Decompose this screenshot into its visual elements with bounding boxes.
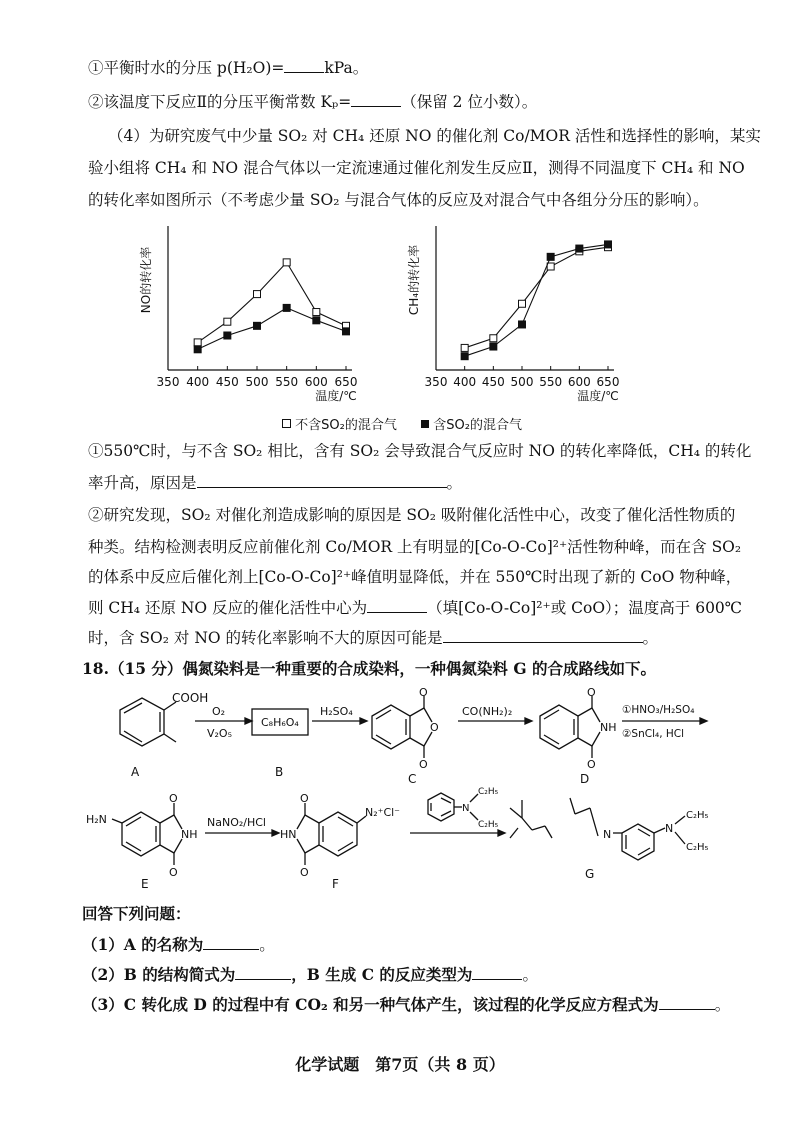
ethyl-label: C₂H₅ — [478, 787, 499, 797]
o-atom: O — [300, 866, 309, 879]
open-square-point — [224, 318, 231, 325]
diazotization-reagent: NaNO₂/HCl — [207, 816, 266, 829]
q4-text-2: 率升高，原因是 。 — [88, 474, 463, 492]
x-tick-label: 550 — [539, 375, 563, 389]
x-tick-label: 550 — [275, 375, 299, 389]
filled-square-point — [490, 343, 497, 350]
label-a: A — [131, 765, 140, 779]
v2o5-reagent: V₂O₅ — [207, 727, 233, 740]
diazonium-label: N₂⁺Cl⁻ — [365, 806, 400, 819]
n-atom: N — [603, 828, 612, 841]
n-atom: N — [462, 803, 470, 814]
open-square-point — [283, 259, 290, 266]
x-axis-label: 温度/℃ — [315, 389, 357, 403]
x-tick-label: 500 — [510, 375, 534, 389]
y-axis-label: CH₄的转化率 — [407, 244, 421, 316]
compound-f — [280, 792, 400, 891]
ch4-conversion-chart — [406, 226, 619, 403]
o-atom: O — [430, 721, 439, 734]
o-atom: O — [169, 792, 178, 805]
filled-square-point — [313, 317, 320, 324]
x-tick-label: 350 — [156, 375, 180, 389]
filled-square-point — [519, 321, 526, 328]
conversion-charts — [0, 222, 800, 432]
o-atom: O — [587, 758, 596, 771]
open-square-point — [313, 309, 320, 316]
filled-square-icon — [421, 420, 429, 428]
q4-text-3: ②研究发现，SO₂ 对催化剂造成影响的原因是 SO₂ 吸附催化活性中心，改变了催化活性物质的 — [88, 506, 736, 524]
label-d: D — [580, 772, 590, 786]
h2n-label: H₂N — [86, 813, 107, 826]
compound-c — [372, 688, 439, 786]
answer-blank[interactable] — [203, 935, 259, 950]
ethyl-label: C₂H₅ — [686, 842, 709, 853]
x-tick-label: 350 — [424, 375, 448, 389]
filled-square-point — [194, 346, 201, 353]
open-square-point — [254, 291, 261, 298]
cooh-label: COOH — [172, 691, 209, 705]
open-square-point — [490, 335, 497, 342]
open-square-point — [519, 300, 526, 307]
x-tick-label: 400 — [453, 375, 477, 389]
n-atom: N — [665, 822, 674, 835]
compound-a — [120, 691, 208, 779]
ethyl-label: C₂H₅ — [686, 810, 709, 821]
label-b: B — [275, 765, 284, 779]
q4-text-5: 的体系中反应后催化剂上[Co-O-Co]²⁺峰值明显降低，并在 550℃时出现了新的 CoO 物种峰， — [88, 568, 742, 586]
answers-intro: 回答下列问题： — [82, 904, 191, 923]
x-tick-label: 450 — [215, 375, 239, 389]
text-line-5: 的转化率如图所示（不考虑少量 SO₂ 与混合气体的反应及对混合气中各组分分压的影响）。 — [88, 191, 709, 209]
urea-reagent: CO(NH₂)₂ — [462, 705, 513, 718]
compound-d — [540, 688, 617, 786]
o-atom: O — [419, 758, 428, 771]
filled-square-point — [283, 304, 290, 311]
answer-blank[interactable] — [351, 92, 401, 107]
o2-reagent: O₂ — [212, 705, 226, 718]
answer-blank[interactable] — [284, 58, 324, 73]
text-line-3: （4）为研究废气中少量 SO₂ 对 CH₄ 还原 NO 的催化剂 Co/MOR 活性和选择性的影响，某实 — [108, 127, 761, 145]
h2so4-reagent: H₂SO₄ — [320, 705, 353, 718]
question-3: （3）C 转化成 D 的过程中有 CO₂ 和另一种气体产生，该过程的化学反应方程式为 。 — [82, 995, 731, 1014]
x-tick-label: 400 — [186, 375, 210, 389]
hn-label: HN — [280, 828, 297, 841]
filled-square-point — [605, 241, 612, 248]
nh-label: NH — [181, 828, 198, 841]
q4-text-1: ①550℃时，与不含 SO₂ 相比，含有 SO₂ 会导致混合气反应时 NO 的转化率降低，CH₄ 的转化 — [88, 442, 752, 460]
label-e: E — [141, 877, 149, 891]
x-tick-label: 600 — [567, 375, 591, 389]
question-1: （1）A 的名称为 。 — [82, 935, 275, 954]
series-line — [198, 262, 346, 342]
q4-text-7: 时，含 SO₂ 对 NO 的转化率影响不大的原因可能是 。 — [88, 629, 659, 647]
text-line-4: 验小组将 CH₄ 和 NO 混合气体以一定流速通过催化剂发生反应Ⅱ，测得不同温度下 CH₄ 和 NO — [88, 159, 745, 177]
filled-square-point — [224, 332, 231, 339]
answer-blank[interactable] — [443, 628, 643, 643]
o-atom: O — [587, 688, 596, 699]
nh-label: NH — [600, 721, 617, 734]
legend-filled-label: 含SO₂的混合气 — [433, 418, 522, 433]
q4-text-4: 种类。结构检测表明反应前催化剂 Co/MOR 上有明显的[Co-O-Co]²⁺活性物种峰，而在含 SO₂ — [88, 538, 742, 556]
label-g: G — [585, 867, 595, 881]
filled-square-point — [576, 245, 583, 252]
nitration-reagent: ①HNO₃/H₂SO₄ — [622, 704, 695, 716]
question-2: （2）B 的结构简式为 ，B 生成 C 的反应类型为 。 — [82, 965, 538, 984]
compound-e — [86, 792, 198, 891]
q18-title: 18.（15 分）偶氮染料是一种重要的合成染料，一种偶氮染料 G 的合成路线如下。 — [82, 659, 656, 678]
filled-square-point — [547, 253, 554, 260]
ethyl-label: C₂H₅ — [478, 820, 499, 830]
answer-blank[interactable] — [659, 995, 715, 1010]
filled-square-point — [254, 322, 261, 329]
legend-open-label: 不含SO₂的混合气 — [295, 418, 397, 433]
series-line — [198, 308, 346, 349]
o-atom: O — [300, 792, 309, 805]
open-square-icon — [282, 419, 291, 428]
x-tick-label: 600 — [304, 375, 328, 389]
open-square-point — [547, 263, 554, 270]
y-axis-label: NO的转化率 — [139, 246, 153, 314]
filled-square-point — [343, 328, 350, 335]
text-line-1: ①平衡时水的分压 p(H₂O)= kPa。 — [88, 59, 369, 77]
series-line — [465, 244, 608, 356]
answer-blank[interactable] — [367, 598, 427, 613]
open-square-point — [461, 344, 468, 351]
answer-blank[interactable] — [197, 473, 447, 488]
x-tick-label: 650 — [334, 375, 358, 389]
chart-legend — [282, 414, 522, 433]
answer-blank[interactable] — [235, 965, 291, 980]
page-footer: 化学试题 第7页（共 8 页） — [295, 1055, 505, 1074]
x-tick-label: 500 — [245, 375, 269, 389]
label-f: F — [332, 877, 339, 891]
compound-g — [510, 798, 709, 881]
no-conversion-chart — [138, 226, 357, 403]
x-tick-label: 450 — [481, 375, 505, 389]
reduction-reagent: ②SnCl₄, HCl — [622, 728, 685, 740]
q4-text-6: 则 CH₄ 还原 NO 反应的催化活性中心为 （填[Co-O-Co]²⁺或 CoO）；温度高于 600℃ — [88, 599, 743, 617]
series-line — [465, 247, 608, 348]
text-line-2: ②该温度下反应Ⅱ的分压平衡常数 Kₚ= （保留 2 位小数）。 — [88, 93, 538, 111]
open-square-point — [194, 339, 201, 346]
answer-blank[interactable] — [472, 965, 522, 980]
x-tick-label: 650 — [596, 375, 620, 389]
o-atom: O — [169, 866, 178, 879]
b-formula: C₈H₆O₄ — [261, 716, 299, 729]
x-axis-label: 温度/℃ — [577, 389, 619, 403]
filled-square-point — [461, 353, 468, 360]
diethylaniline-reagent — [428, 787, 499, 830]
synthesis-scheme — [0, 688, 800, 903]
o-atom: O — [419, 688, 428, 699]
label-c: C — [408, 772, 417, 786]
